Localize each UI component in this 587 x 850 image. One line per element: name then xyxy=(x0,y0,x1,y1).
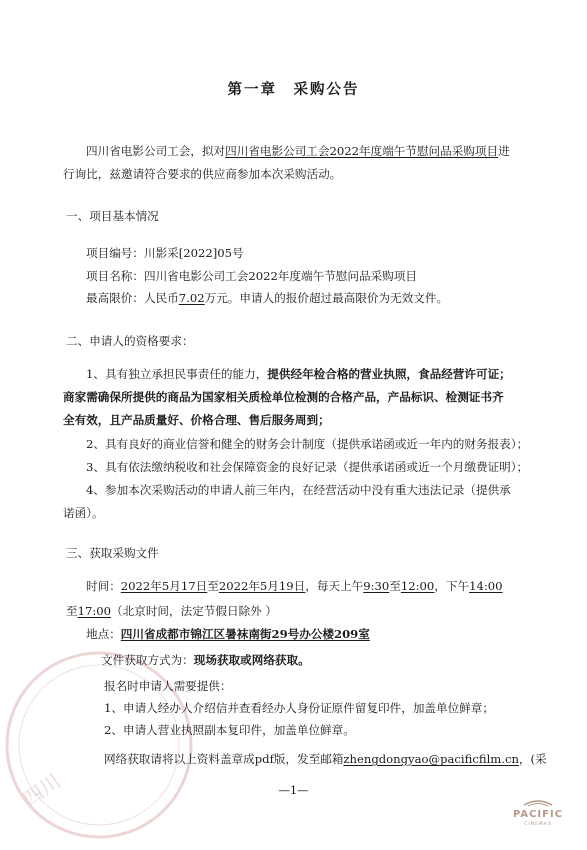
req-3: 3、具有依法缴纳税收和社会保障资金的良好记录（提供承诺函或近一个月缴费证明）； xyxy=(86,460,529,474)
max-price xyxy=(86,290,448,306)
req-1-bold-text: 提供经年检合格的营业执照，食品经营许可证； xyxy=(267,367,511,381)
time-note: （北京时间，法定节假日除外 ） xyxy=(111,604,278,618)
req-4-line-2: 诺函）。 xyxy=(63,506,104,520)
pm-label: ，下午 xyxy=(434,579,470,593)
intro-text-cont: 进 xyxy=(498,144,510,158)
place-label: 地点： xyxy=(86,627,121,641)
time-line-2 xyxy=(66,603,277,619)
place-line xyxy=(86,626,370,642)
pm-start: 14:00 xyxy=(469,579,503,593)
time-label: 时间： xyxy=(86,579,121,593)
section2-heading: 二、申请人的资格要求： xyxy=(66,334,194,348)
pm-end: 17:00 xyxy=(77,604,112,618)
place-address: 四川省成都市锦江区暑袜南街29号办公楼209室 xyxy=(120,627,370,641)
pacific-cinemas-logo xyxy=(496,795,580,829)
date-end: 2022年5月19日 xyxy=(218,579,306,593)
to-text: 至 xyxy=(207,579,219,593)
max-price-value: 7.02 xyxy=(178,291,205,305)
svg-text:四川: 四川 xyxy=(18,768,66,812)
intro-line-1 xyxy=(86,143,510,159)
method-line xyxy=(101,652,310,668)
time-mid-text: ，每天上午 xyxy=(305,579,364,593)
page-title: 第一章 采购公告 xyxy=(227,81,360,98)
intro-text: 四川省电影公司工会，拟对 xyxy=(86,144,226,158)
intro-line-2: 行询比，兹邀请符合要求的供应商参加本次采购活动。 xyxy=(63,167,342,181)
req-2: 2、具有良好的商业信誉和健全的财务会计制度（提供承诺函或近一年内的财务报表）； xyxy=(86,437,529,451)
page-number: —1— xyxy=(278,783,309,797)
official-seal-stamp xyxy=(0,640,204,850)
to-text: 至 xyxy=(66,604,78,618)
req-1-text: 1、具有独立承担民事责任的能力， xyxy=(86,367,268,381)
req-1-line-2: 商家需确保所提供的商品为国家相关质检单位检测的合格产品，产品标识、检测证书齐 xyxy=(63,390,504,404)
svg-text:PACIFIC: PACIFIC xyxy=(512,809,564,820)
am-end: 12:00 xyxy=(400,579,435,593)
max-price-note: 万元。申请人的报价超过最高限价为无效文件。 xyxy=(204,291,449,305)
project-name: 项目名称：四川省电影公司工会2022年度端午节慰问品采购项目 xyxy=(86,269,417,283)
section3-heading: 三、获取采购文件 xyxy=(66,546,159,560)
req-1-line-1 xyxy=(86,366,511,382)
project-title-underlined: 四川省电影公司工会2022年度端午节慰问品采购项目 xyxy=(225,144,499,158)
am-start: 9:30 xyxy=(363,579,390,593)
provide-line: 报名时申请人需要提供： xyxy=(104,679,232,693)
provide-item-2: 2、申请人营业执照副本复印件，加盖单位鲜章。 xyxy=(104,723,355,737)
network-text-cont: ，(采 xyxy=(518,752,547,766)
req-4-line-1: 4、参加本次采购活动的申请人前三年内，在经营活动中没有重大违法记录（提供承 xyxy=(86,483,511,497)
req-1-line-3: 全有效，且产品质量好、价格合理、售后服务周到； xyxy=(63,413,330,427)
time-line-1 xyxy=(86,578,503,594)
email-address: zhengdongyao@pacificfilm.cn xyxy=(343,752,519,766)
section1-heading: 一、项目基本情况 xyxy=(66,209,159,223)
method-label: 文件获取方式为： xyxy=(101,653,194,667)
to-text: 至 xyxy=(389,579,401,593)
network-text: 网络获取请将以上资料盖章成pdf版，发至邮箱 xyxy=(104,752,344,766)
project-number: 项目编号：川影采[2022]05号 xyxy=(86,246,244,260)
method-value: 现场获取或网络获取。 xyxy=(193,653,310,667)
svg-text:CINEMAS: CINEMAS xyxy=(524,822,552,827)
max-price-label: 最高限价：人民币 xyxy=(86,291,179,305)
date-start: 2022年5月17日 xyxy=(120,579,208,593)
provide-item-1: 1、申请人经办人介绍信并查看经办人身份证原件留复印件，加盖单位鲜章； xyxy=(104,701,494,715)
network-line xyxy=(104,751,547,767)
